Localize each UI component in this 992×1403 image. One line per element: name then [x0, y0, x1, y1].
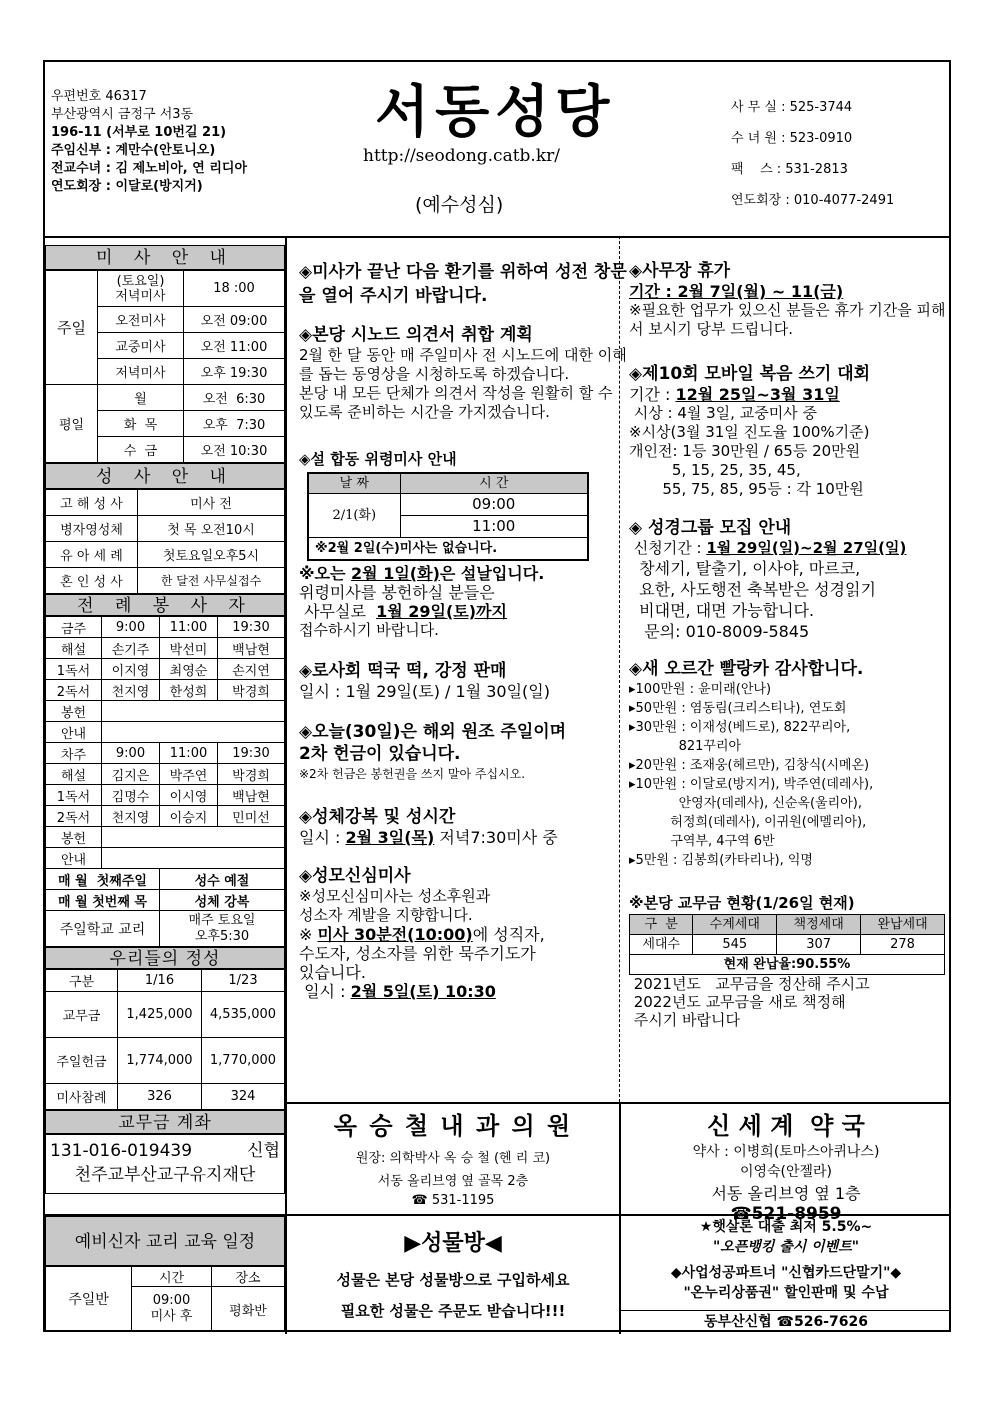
servers-cell: 9:00: [102, 617, 160, 638]
text-segment: ※: [299, 924, 318, 944]
pastor: 주임신부 : 계만수(안토니오): [51, 143, 216, 158]
dues-col: 구 분: [630, 915, 693, 935]
servers-cell: 천지영: [102, 680, 160, 701]
notice-ventilation: ◈미사가 끝난 다음 환기를 위하여 성전 창문을 열어 주시기 바랍니다.: [299, 262, 627, 306]
mass-row: 월: [98, 385, 184, 411]
mass-row: 교중미사: [98, 333, 184, 359]
ad-clinic-name: 옥 승 철 내 과 의 원: [333, 1112, 573, 1140]
ad-clinic-phone: ☎ 531-1195: [411, 1193, 495, 1208]
notice-organ-body: ▸100만원 : 윤미래(안나) ▸50만원 : 염동림(크리스티나), 연도회 ▸30만원 : 이재성(베드로), 822꾸리아, 821꾸리아 ▸20만원 : 조재웅(헤르만), 김창식(시메온) ▸10만원 : 이달로(방지거), 박주연(데레사), 안영자(데레사), 신순옥(울리아), 허정희(데레사), 이귀원(에멜리아), 구역부, 4구역 6반 ▸5만원 : 김봉희(카타리나), 익명: [629, 682, 874, 868]
notice-lunar-newyear: [299, 564, 629, 583]
notice-bible-title: ◈ 성경그룹 모집 안내: [629, 518, 792, 538]
text-segment: 은 설날입니다.: [439, 563, 545, 583]
offering-label: 미사참례: [46, 1084, 118, 1110]
notice-bible-body: 창세기, 탈출기, 이사야, 마르코, 요한, 사도행전 축복받은 성경읽기 비대면, 대면 가능합니다. 문의: 010-8009-5845: [639, 559, 876, 641]
memorial-note: ※2월 2일(수)미사는 없습니다.: [308, 538, 588, 560]
notice-marian-date: [299, 982, 629, 1001]
contact-info: [731, 92, 894, 216]
sacrament-name: 유 아 세 례: [46, 542, 138, 568]
header-info: [51, 88, 247, 196]
servers-cell: 2독서: [46, 680, 102, 701]
notice-organ-title: ◈새 오르간 빨랑카 감사합니다.: [629, 659, 864, 679]
servers-cell: 박선미: [160, 638, 218, 659]
ad-gift-voucher: "온누리상품권" 할인판매 및 수납: [683, 1285, 889, 1301]
mass-sunday-label: 주일: [46, 271, 98, 385]
ad-loan: ★햇살론 대출 최저 5.5%~: [699, 1219, 873, 1235]
servers-cell: 백남현: [218, 638, 285, 659]
council-phone: 연도회장 : 010-4077-2491: [731, 193, 895, 208]
notice-memorial-title: ◈설 합동 위령미사 안내: [299, 450, 457, 468]
monthly-first-sunday: 매 월 첫째주일: [46, 869, 160, 890]
ad-shop-title: ▶성물방◀: [404, 1231, 502, 1256]
memorial-col: 시 간: [400, 473, 588, 494]
servers-cell: 안내: [46, 722, 102, 743]
middle-column: [299, 260, 629, 1001]
text-segment: 에 성직자, 수도자, 성소자를 위한 묵주기도가 있습니다.: [299, 924, 545, 982]
ad-clinic-director: 원장: 의학박사 옥 승 철 (헨 리 코): [355, 1151, 551, 1166]
catechism-box: [45, 1216, 285, 1333]
text-segment: 사무실로: [299, 601, 377, 621]
servers-cell: 봉헌: [46, 701, 102, 722]
mass-row: 수 금: [98, 437, 184, 463]
dues-cell: 278: [861, 935, 945, 955]
notice-gospel-body: 시상 : 4월 3일, 교중미사 중 ※시상(3월 31일 진도율 100%기준) 개인전: 1등 30만원 / 65등 20만원 5, 15, 25, 35, 45, 55, 75, 85, 95등 : 각 10만원: [629, 404, 870, 498]
dues-table: [629, 914, 945, 975]
dues-col: 수계세대: [693, 915, 777, 935]
website-url: http://seodong.catb.kr/: [363, 146, 560, 166]
catechism-class: 주일반: [46, 1267, 132, 1332]
servers-cell: 민미선: [218, 806, 285, 827]
servers-cell: 차주: [46, 743, 102, 764]
notice-dues-body: 2021년도 교무금을 정산해 주시고 2022년도 교무금을 새로 책정해 주시기 바랍니다: [633, 975, 870, 1029]
text-segment: 1월 29일(토)까지: [376, 601, 507, 621]
sacrament-name: 혼 인 성 사: [46, 568, 138, 594]
ad-shop: [287, 1226, 619, 1321]
dues-cell: 307: [777, 935, 861, 955]
servers-cell: 19:30: [218, 743, 285, 764]
mass-row: 오전미사: [98, 307, 184, 333]
feast-subtitle: (예수성심): [415, 194, 504, 216]
notice-marian-body: ※성모신심미사는 성소후원과 성소자 계발을 지향합니다.: [299, 886, 491, 924]
left-column: [45, 245, 285, 1194]
servers-cell: 이지영: [102, 659, 160, 680]
sacrament-table: [45, 489, 285, 594]
text-line: 접수하시기 바랍니다.: [299, 620, 439, 639]
sunday-school-time: 매주 토요일 오후5:30: [160, 911, 285, 947]
fax-number: 팩 스 : 531-2813: [731, 162, 848, 177]
servers-cell: 봉헌: [46, 827, 102, 848]
notice-gospel-title: ◈제10회 모바일 복음 쓰기 대회: [629, 364, 871, 384]
servers-cell: 이시영: [160, 785, 218, 806]
catechism-table: [45, 1266, 285, 1332]
offering-value: 1,774,000: [118, 1038, 202, 1084]
servers-cell: 백남현: [218, 785, 285, 806]
catechism-head: 예비신자 교리 교육 일정: [45, 1216, 285, 1266]
servers-cell: [102, 701, 285, 722]
mass-row: 화 목: [98, 411, 184, 437]
catechism-time: 09:00 미사 후: [132, 1287, 212, 1332]
ads-divider: [285, 1102, 949, 1104]
monthly-first-sunday-rite: 성수 예절: [160, 869, 285, 890]
offering-col: 1/16: [118, 970, 202, 992]
notice-marian-title: ◈성모신심미사: [299, 865, 411, 886]
servers-cell: 손기주: [102, 638, 160, 659]
mass-time: 오전 11:00: [184, 333, 285, 359]
catechism-place: 평화반: [212, 1287, 285, 1332]
notice-gospel-period: [629, 385, 949, 404]
text-segment: 신청기간 :: [629, 539, 707, 557]
offering-value: 326: [118, 1084, 202, 1110]
ad-pharmacy-pharmacist-2: 이영숙(안젤라): [739, 1164, 833, 1180]
servers-cell: 1독서: [46, 659, 102, 680]
account-number: 131-016-019439: [50, 1141, 193, 1161]
offering-label: 주일헌금: [46, 1038, 118, 1084]
notice-synod-body: 2월 한 달 동안 매 주일미사 전 시노드에 대한 이해를 돕는 동영상을 시청하도록 하겠습니다. 본당 내 모든 단체가 의견서 작성을 원활히 할 수 있도록 준비하는 시간을 가지겠습니다.: [299, 346, 627, 421]
notice-dues-title: ※본당 교무금 현황(1/26일 현재): [629, 894, 855, 912]
notice-leave-body: ※필요한 업무가 있으신 분들은 휴가 기간을 피해서 보시기 당부 드립니다.: [629, 301, 946, 338]
notice-mission-title: ◈오늘(30일)은 해외 원조 주일이며 2차 헌금이 있습니다.: [299, 721, 567, 764]
servers-cell: 한성희: [160, 680, 218, 701]
address-line-2: 196-11 (서부로 10번길 21): [51, 125, 227, 140]
convent-phone: 수 녀 원 : 523-0910: [731, 131, 853, 146]
text-segment: 1월 29일(일)~2월 27일(일): [706, 539, 907, 557]
notice-leave-title: ◈사무장 휴가: [629, 261, 731, 281]
offering-label: 교무금: [46, 992, 118, 1038]
memorial-time: 11:00: [400, 516, 588, 538]
sacrament-time: 첫토요일오후5시: [138, 542, 285, 568]
sacrament-time: 한 달전 사무실접수: [138, 568, 285, 594]
nuns: 전교수녀 : 김 제노비아, 연 리디아: [51, 161, 248, 176]
ad-pharmacy-address: 서동 올리브영 옆 1층: [711, 1184, 861, 1203]
offering-head: 우리들의 정성: [45, 947, 285, 969]
ad-openbanking: "오픈뱅킹 출시 이벤트": [712, 1239, 860, 1255]
servers-cell: 박경희: [218, 764, 285, 785]
servers-cell: 11:00: [160, 743, 218, 764]
text-segment: 미사 30분전(10:00): [317, 924, 473, 944]
memorial-table: [307, 472, 589, 561]
servers-cell: 2독서: [46, 806, 102, 827]
servers-cell: 금주: [46, 617, 102, 638]
ad-pharmacy-pharmacist: 약사 : 이병희(토마스아퀴나스): [692, 1144, 880, 1160]
address-line-1: 부산광역시 금정구 서3동: [51, 107, 194, 122]
text-segment: 2월 3일(목): [345, 827, 435, 847]
notice-marian-rosary: [299, 925, 629, 982]
notice-benediction-body: [299, 828, 629, 847]
mass-head: 미 사 안 내: [45, 245, 285, 270]
ad-clinic-address: 서동 올리브영 옆 골목 2층: [377, 1174, 529, 1189]
sacrament-name: 병자영성체: [46, 516, 138, 542]
mass-table: [45, 270, 285, 463]
ad-card-terminal: ◆사업성공파트너 "신협카드단말기"◆: [670, 1265, 902, 1281]
offering-value: 1,425,000: [118, 992, 202, 1038]
dues-cell: 세대수: [630, 935, 693, 955]
mass-time: 오전 6:30: [184, 385, 285, 411]
sacrament-time: 미사 전: [138, 490, 285, 516]
servers-cell: [102, 848, 285, 869]
servers-cell: 박주연: [160, 764, 218, 785]
text-segment: 일시 :: [299, 981, 351, 1001]
account-box: [45, 1134, 285, 1194]
ad-clinic: [287, 1106, 619, 1208]
memorial-date: 2/1(화): [308, 494, 400, 538]
servers-cell: 해설: [46, 764, 102, 785]
notice-benediction-title: ◈성체강복 및 성시간: [299, 806, 456, 827]
ad-shop-line-2: 필요한 성물은 주문도 받습니다!!!: [340, 1302, 566, 1320]
text-segment: 12월 25일~3월 31일: [675, 385, 840, 404]
ad-credit-union-name: 동부산신협 ☎526-7626: [621, 1310, 951, 1332]
text-segment: 저녁7:30미사 중: [434, 827, 558, 847]
servers-head: 전 례 봉 사 자: [45, 594, 285, 616]
offering-value: 1,770,000: [202, 1038, 285, 1084]
mass-row: (토요일) 저녁미사: [98, 271, 184, 307]
mass-time: 오전 09:00: [184, 307, 285, 333]
text-line: [299, 602, 629, 621]
mass-time: 오전 10:30: [184, 437, 285, 463]
servers-cell: 11:00: [160, 617, 218, 638]
servers-cell: 김지은: [102, 764, 160, 785]
servers-table: [45, 616, 285, 947]
notice-leave-period: 기간 : 2월 7일(월) ~ 11(금): [629, 282, 844, 301]
dues-rate: 현재 완납율:90.55%: [630, 955, 945, 975]
servers-cell: [102, 722, 285, 743]
offering-col: 1/23: [202, 970, 285, 992]
servers-cell: [102, 827, 285, 848]
offering-value: 324: [202, 1084, 285, 1110]
sunday-school: 주일학교 교리: [46, 911, 160, 947]
ad-shop-line-1: 성물은 본당 성물방으로 구입하세요: [336, 1271, 570, 1289]
monthly-first-thursday-rite: 성체 강복: [160, 890, 285, 911]
council-head: 연도회장 : 이달로(방지거): [51, 179, 203, 194]
memorial-time: 09:00: [400, 494, 588, 516]
text-segment: 기간 :: [629, 385, 676, 404]
dues-col: 책정세대: [777, 915, 861, 935]
servers-cell: 박경희: [218, 680, 285, 701]
notice-mission-note: ※2차 헌금은 봉헌권을 쓰지 말아 주십시오.: [299, 766, 526, 781]
ad-pharmacy-name: 신 세 계 약 국: [707, 1112, 865, 1140]
office-phone: 사 무 실 : 525-3744: [731, 100, 853, 115]
right-column: [629, 260, 949, 1029]
notice-bible-period: [629, 539, 949, 558]
sacrament-name: 고 해 성 사: [46, 490, 138, 516]
servers-cell: 손지연: [218, 659, 285, 680]
servers-cell: 김명수: [102, 785, 160, 806]
servers-cell: 이승지: [160, 806, 218, 827]
bulletin-frame: [43, 60, 951, 1332]
memorial-col: 날 짜: [308, 473, 400, 494]
offering-value: 4,535,000: [202, 992, 285, 1038]
mass-time: 오후 19:30: [184, 359, 285, 385]
text-segment: 일시 :: [299, 827, 346, 847]
postcode: 우편번호 46317: [51, 89, 147, 104]
notice-rosary-body: 일시 : 1월 29일(토) / 1월 30일(일): [299, 681, 550, 701]
text-segment: 2월 5일(토) 10:30: [350, 981, 496, 1001]
servers-cell: 해설: [46, 638, 102, 659]
mass-weekday-label: 평일: [46, 385, 98, 463]
servers-cell: 1독서: [46, 785, 102, 806]
account-bank: 신협: [247, 1141, 280, 1161]
page-title: 서동성당: [375, 80, 616, 145]
ad-pharmacy: [621, 1106, 951, 1224]
account-head: 교무금 계좌: [45, 1110, 285, 1134]
ad-credit-union: [621, 1216, 951, 1332]
dues-col: 완납세대: [861, 915, 945, 935]
text-segment: 2월 1일(화): [351, 563, 440, 583]
mass-time: 오후 7:30: [184, 411, 285, 437]
sacrament-head: 성 사 안 내: [45, 463, 285, 489]
servers-cell: 9:00: [102, 743, 160, 764]
offering-table: [45, 969, 285, 1110]
header-divider: [45, 236, 949, 238]
mass-row: 저녁미사: [98, 359, 184, 385]
dues-cell: 545: [693, 935, 777, 955]
offering-col: 구분: [46, 970, 118, 992]
sacrament-time: 첫 목 오전10시: [138, 516, 285, 542]
monthly-first-thursday: 매 월 첫번째 목: [46, 890, 160, 911]
text-segment: ※오는: [299, 563, 352, 583]
servers-cell: 19:30: [218, 617, 285, 638]
servers-cell: 천지영: [102, 806, 160, 827]
servers-cell: 최영순: [160, 659, 218, 680]
mass-time: 18 :00: [184, 271, 285, 307]
notice-rosary-title: ◈로사회 떡국 떡, 강정 판매: [299, 660, 507, 681]
notice-synod-title: ◈본당 시노드 의견서 취합 계획: [299, 325, 533, 345]
servers-cell: 안내: [46, 848, 102, 869]
catechism-col: 시간: [132, 1267, 212, 1287]
catechism-col: 장소: [212, 1267, 285, 1287]
ad-pharmacy-phone: ☎521-8959: [730, 1204, 842, 1224]
text-line: 위령미사를 봉헌하실 분들은: [299, 582, 495, 602]
account-holder: 천주교부산교구유지재단: [74, 1165, 256, 1185]
